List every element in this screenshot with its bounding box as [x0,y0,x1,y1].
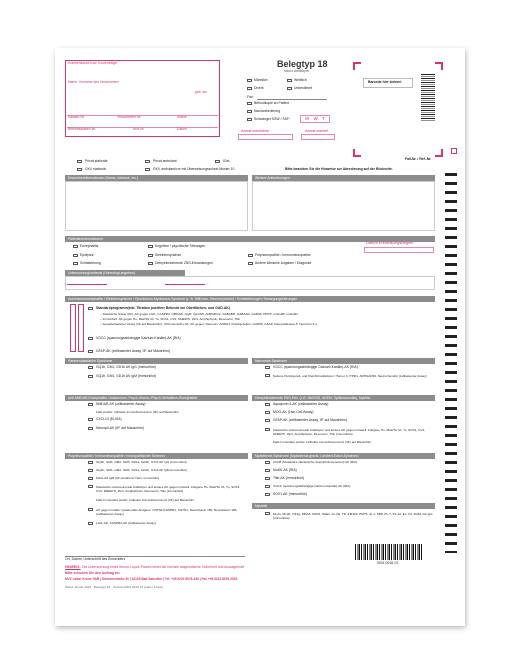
symptom-sleep-checkbox[interactable] [73,262,78,265]
insurance-label: Krankenkasse bzw. Kostenträger [68,61,118,65]
material-pink-accent-2 [165,284,205,285]
symptom-cognitive-checkbox[interactable] [148,245,153,248]
myositis-checkbox[interactable] [265,512,270,515]
birthdate-label: geb. am [195,90,208,94]
form-subtitle: Neuro Antikörper [284,69,310,73]
form-title: Belegtyp 18 [277,59,328,69]
classic-onco-checkbox[interactable] [265,428,270,431]
pregnancy-week-placeholder: W W T [305,116,327,121]
private-stationary-checkbox[interactable] [77,160,82,163]
classic-onco-sub: Falls Immunblot positiv: Indirekte Immunfluoreszenz (IIF) auf Mausnhirn [273,440,372,444]
section-header-diagnose: Erstordnerinformationen (Name, Adresse, etc.) [65,175,248,181]
classic-onco2-label: Klassische onkoneuronale Antikörper und andere AK gegen intrazell. Antigene Hu, Ma2/Ta, Ri, Yo, SOX1, CV2, DNER/Tr, Zic4, Amphiphysin, Recoverin, Titin (Immunblot) [96,485,241,494]
poly-igg-checkbox[interactable] [88,461,93,464]
neuropil-checkbox[interactable] [88,427,93,430]
vgcc3-checkbox[interactable] [265,485,270,488]
rare-purkinje-label: Seltene Purkinjezell- und Kleinhirnantikörper: Homer 3, ITPR1, ARHGAP26, Neurochondrin (zellbasierter Assay) [273,374,427,378]
insurance-no-label: Kassen-Nr. [68,115,85,119]
standard-sub-3: – Gewebebasierter Assay (IIF auf Mausnhirn): Orthonexische AK; AK gegen: Neurexin, ANNA3, Purkinjezellen, GAD65, GFAP, Adenylatkinase-5, Neurexin 3-α [100,322,318,326]
igel-label: IGeL [223,159,231,163]
vgcc-checkbox[interactable] [88,337,93,340]
section-header-paraneo: Paraneoplastische Syndrome [65,358,248,364]
gfap-label: GFAP-AK (zellbasierter Assay, IIF auf Mausnhirn) [96,349,171,353]
symptom-cerebellar-checkbox[interactable] [148,254,153,257]
insured-no-label: Versicherten-Nr. [117,115,142,119]
symptom-cerebellar-label: Kleinhirnsyndrom [155,253,182,257]
gfap-checkbox[interactable] [88,350,93,353]
onset-date-field[interactable] [364,247,434,253]
pregnant-checkbox[interactable] [247,118,252,121]
sampling-time-field[interactable] [301,134,335,140]
section-header-weitere: Weitere Anforderungen [252,175,435,181]
gender-diverse-label: Divers [254,86,264,90]
serum-column-marker [70,304,76,352]
private-outpatient-checkbox[interactable] [145,160,150,163]
musk-checkbox[interactable] [265,469,270,472]
paranodal-checkbox[interactable] [88,508,93,511]
titin-label: Titin-AK (Immunblot) [273,476,304,480]
vgcc-label: VGCC (spannungsabhängige Kalzium-Kanäle)-AK (RIA) [96,336,181,340]
further-requests-textarea[interactable] [252,181,435,231]
gfap2-checkbox[interactable] [265,419,270,422]
rare-purkinje-checkbox[interactable] [265,374,270,377]
lab-address: MVZ Labor Krone GbR | Siemensstraße 40 | 32105 Bad Salzuflen | Tel. +49 5222 8076-330 | Fax +49 5222 8076-2930 [65,577,238,581]
patient-name-label: Name, Vorname des Versicherten [68,80,119,84]
gender-male-checkbox[interactable] [247,79,252,82]
classic-onco2-sub: Falls Immunblot positiv: Indirekte Immunfluoreszenz (IIF) auf Mausnhirn [96,498,195,502]
gender-female-label: Weiblich [294,78,307,82]
symptom-encephalitis-checkbox[interactable] [73,245,78,248]
mog-checkbox[interactable] [265,411,270,414]
lgi1-checkbox[interactable] [88,522,93,525]
sampling-date-label: Abnahmedatum [241,128,270,133]
neuropil-label: Neuropil-AK (IIF auf Mausnhirn) [96,426,144,430]
section-header-polyneuro: Polyneuropathie / Immunneuropathie / neuropathischer Schmerz [65,453,248,459]
gq1b-igg-label: GQ1b, GM1, GD1b AK IgG (Immunblot) [96,365,156,369]
poly-igm-checkbox[interactable] [88,469,93,472]
material-field[interactable] [65,276,435,290]
material-pink-accent [67,284,107,285]
section-header-myositis: Myositis [252,503,435,509]
classic-onco-label: Klassische onkoneuronale Antikörper und andere AK gegen intrazell. Antigene Hu, Ma2/Ta, Ri, Yo, SOX1, CV2, DNER/Tr, Zic4, Amphiphysin, Recoverin, Titin (Immunblot) [273,428,426,437]
vgcc2-checkbox[interactable] [265,366,270,369]
hint-label: HINWEIS: [65,565,81,569]
date-label: Datum [177,127,187,131]
igel-checkbox[interactable] [215,160,220,163]
nmdar-label: NMDAR-AK (zellbasierter Assay) [96,402,146,406]
follow-up-label: Nachanforderung [254,109,281,113]
right-edge-timing-marks [445,173,457,553]
doctor-no-label: Arzt-Nr. [133,127,145,131]
mag-label: MAG-AK IgM (IIF peripherer Nerv, Immunblot) [96,476,160,480]
symptom-other-checkbox[interactable] [248,262,253,265]
symptom-demyelinating-label: Demyelinisierende ZNS-Erkrankungen [155,261,213,265]
gender-diverse-checkbox[interactable] [247,87,252,90]
poly-igg-label: GQ1b, GM1, GM2, GM3, GD1a, GD1b, GT1b AK IgG (Immunblot) [96,460,187,464]
achr-checkbox[interactable] [265,461,270,464]
gq1b-igm-checkbox[interactable] [88,375,93,378]
poly-igm-label: GQ1b, GM1, GM2, GM3, GD1a, GD1b, GT1b AK IgM (Immunblot) [96,468,187,472]
symptom-demyelinating-checkbox[interactable] [148,262,153,265]
copy-patient-checkbox[interactable] [247,102,252,105]
standard-sub-2: – Immunblot: AK gegen Hu, Ma2/Ta, Ri, Yo, SOX1, CV2, DNER/Tr, Zic4, Amphiphysin, Recoverin, Titin [100,317,241,321]
titin-checkbox[interactable] [265,477,270,480]
version-text: Stand Januar 2021 · Belegtyp 18 · Version 0001 0018 13 (Labor Krone) [65,585,164,589]
lgi1-label: LGI1-AK, CASPR2-AK (zellbasierter Assay) [96,521,156,525]
patient-data-box[interactable] [65,60,220,137]
nmdar-checkbox[interactable] [88,403,93,406]
gkv-stationary-label: GKV stationär [85,167,107,171]
symptom-epilepsy-label: Epilepsie [80,253,94,257]
sampling-time-label: Abnahmezeit [305,128,329,133]
copy-patient-label: Befundkopie an Patient [254,101,290,105]
gender-unknown-label: Unbestimmt [294,86,313,90]
section-header-patienteninfo: Patienteninformationen [65,236,435,242]
symptom-cognitive-label: Kognitive / psychische Störungen [155,244,206,248]
achr-label: AChR (Muskuläre nikotinische Acetylcholinrezeptor)-AK (RIA) [273,460,358,464]
facility-no-label: Betriebsstätten-Nr. [68,127,97,131]
fax-label: Fax: [247,95,254,99]
gkv-stationary-checkbox[interactable] [77,168,82,171]
sox1-label: SOX1-AK (Immunblot) [273,492,307,496]
follow-up-checkbox[interactable] [247,110,252,113]
pregnant-label: Schwanger SSW / SSF: [254,117,290,121]
standard-program-checkbox[interactable] [88,307,93,310]
symptom-other-label: Andere klinische Angaben / Diagnose [255,261,312,265]
section-header-untersuchung: Untersuchung/material (Unbedingt angeben) [65,270,185,276]
liquor-column-marker [78,304,84,352]
mog-label: MOG-AK (Live-Cell-Assay) [273,410,314,414]
symptom-polyneuropathy-label: Polyneuropathie / Immunneuropathie [255,253,311,257]
mag-checkbox[interactable] [88,477,93,480]
section-header-myasthenie: Myasthenie-Syndrome (Myasthenia gravis, Lambert-Eaton-Syndrom) [252,453,435,459]
gender-unknown-checkbox[interactable] [287,87,292,90]
symptom-epilepsy-checkbox[interactable] [73,254,78,257]
aqp4-checkbox[interactable] [265,403,270,406]
section-header-autoimmun: Autoimmunenzephalitis / Kleinhirnsyndrom / Opsoklonus-Myoklonus-Syndrom (z. B. Stiff-man, Neuromyotonie) / Schlafstörungen / Bewegungsstörungen [65,296,435,302]
nmdar-sub: Falls positiv: Indirekte Immunfluoreszenz (IIF) auf Mausnhirn [96,410,179,414]
sox1-checkbox[interactable] [265,493,270,496]
form-barcode [355,544,423,560]
standard-sub-1: – Klassische Assay (IIF): AK gegen LGI1, CASPR2, NMDAR, GlyR, IgLON5, AMPAR1/2, GABABR, GABAAR, GAD65, DPPX, mGluR5, mGluR1 [100,312,298,316]
hint-text: Die Untersuchung eines Serum-Liquor-Paares bietet die höchste diagnostische Sicherheit und Aussagekraft [82,565,244,569]
cxcl13-checkbox[interactable] [88,418,93,421]
myositis-label: Mi-2α, Mi-2β, TIF1g, MDA5, NXP2, SAE1, Ku (IE, TD, PM100, PM75, Jo-1, SRP, PL-7, PL-12, EJ, OJ, Ro52, AK IgG (Immunblot) [273,512,433,521]
cxcl13-label: CXCL13 (ELISA) [96,417,122,421]
symptom-sleep-label: Schlafstörung [80,261,101,265]
gq1b-igm-label: GQ1b, GM1, GD1b AK IgM (Immunblot) [96,374,156,378]
gender-female-checkbox[interactable] [287,79,292,82]
standard-program-label: Standardprogramm(inkl. Titration positiver Befunde bei Oberflächen- und GAD-AK) [96,306,230,310]
sampling-date-field[interactable] [238,134,293,140]
gender-male-label: Männlich [254,78,268,82]
gq1b-igg-checkbox[interactable] [88,366,93,369]
musk-label: MuSK-AK (RIA) [273,468,297,472]
symptom-polyneuropathy-checkbox[interactable] [248,254,253,257]
diagnosis-textarea[interactable] [65,181,248,231]
vertical-barcode [421,74,435,122]
vgcc2-label: VGCC (spannungsabhängige Calcium-Kanäle)-AK (RIA) [273,365,358,369]
gkv-outpatient-label: GKV ambulant/vor mit Überweisungsschein Muster 10 [153,167,235,171]
gkv-outpatient-checkbox[interactable] [145,168,150,171]
aqp4-label: Aquaporin 4-AK (zellbasierter Assay) [273,402,329,406]
private-stationary-label: Privat stationär [85,159,108,163]
status-label: Status [177,115,187,119]
case-number-label: Fall-Nr. / Ref.-Nr. [405,157,432,161]
form-code: 0001 0018 13 [377,561,398,565]
signature-label: Ort, Datum, Unterschrift des Einsenders [65,557,126,561]
barcode-label: Barcode hier kleben! [368,80,402,84]
onset-date-label: Datum Erkrankungsbeginn [366,240,414,245]
gfap2-label: GFAP-AK (zellbasierter Assay, IIF auf Mausnhirn) [273,418,348,422]
request-form-sheet [55,48,465,626]
billing-notice: Bitte beachten Sie die Hinweise zur Abrechnung auf der Rückseite. [285,167,393,171]
vgcc3-label: VGCC (spannungsabhängige Calcium-Kanäle)-AK (RIA) [273,484,351,488]
section-header-neuronal: Neuronale Syndrome [252,358,435,364]
paranodal-label: AK gegen nodale / paranodale Antigene: CNTN1/CASPR1, CNTN1, Neurofascin 155, Neurofascin 186 (zellbasierter Assay) [96,508,237,517]
section-header-demyel: Demyelinisierende ZNS-Erkr. (z.B. NMOSD, ADEM, Optikusneuritis), Myelitis [252,395,435,401]
private-outpatient-label: Privat ambulant [153,159,177,163]
classic-onco2-checkbox[interactable] [88,485,93,488]
section-header-nmda: Anti-NMDAR-Enzephalitis / Autoimmun. Psych-/Horror-/Psych-Verhaltens-Enzephalitis [65,395,248,401]
right-edge-pink-mark [451,148,457,154]
symptom-encephalitis-label: Enzephalitis [80,244,99,248]
send-to-label: Bitte schicken Sie den Auftrag an: [65,571,120,575]
